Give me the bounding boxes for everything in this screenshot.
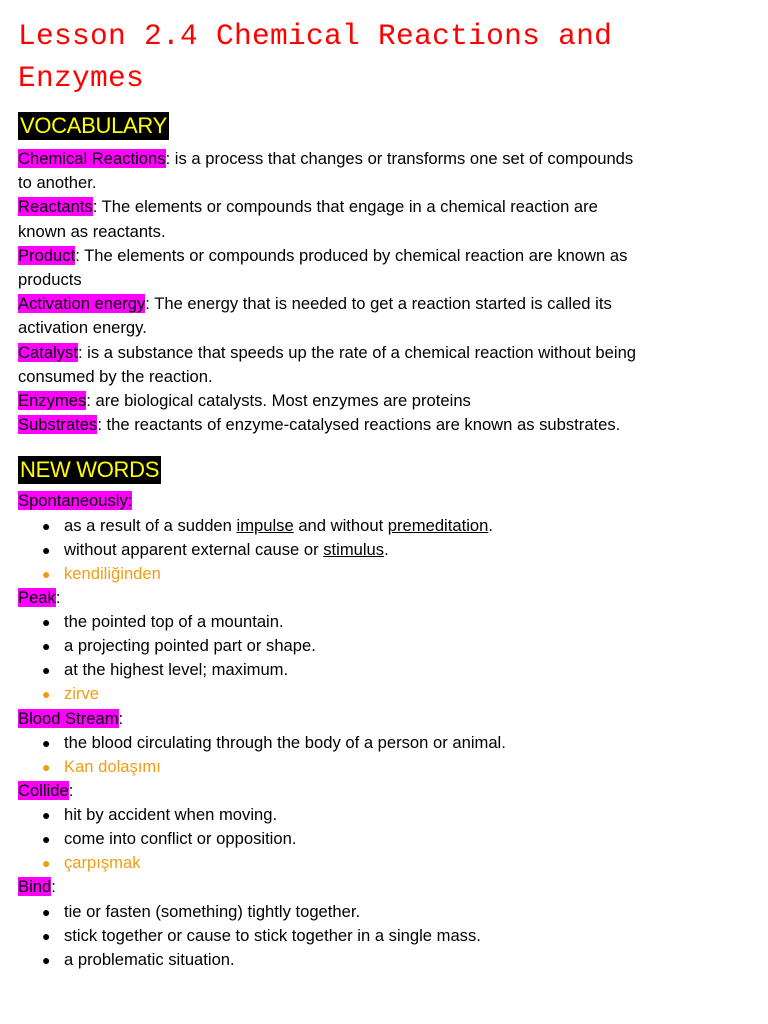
translation-item <box>18 682 748 706</box>
title-line-2: Enzymes <box>18 61 145 95</box>
underlined-word: premeditation <box>387 515 489 535</box>
bullet-icon: ● <box>42 638 51 655</box>
vocab-definition: : The energy that is needed to get a reaction started is called its <box>145 294 612 314</box>
vocab-entry <box>18 147 748 195</box>
bullet-icon: ● <box>42 734 51 751</box>
bullet-icon: ● <box>42 951 51 968</box>
vocab-entry <box>18 292 748 340</box>
vocab-term: Chemical Reactions <box>18 149 166 168</box>
vocabulary-list <box>18 147 748 437</box>
definition-list <box>18 900 748 972</box>
vocab-term: Catalyst <box>18 342 78 362</box>
definition-text: at the highest level; maximum. <box>64 660 289 680</box>
word-term: Peak <box>18 587 56 607</box>
definition-item <box>18 948 748 972</box>
definition-item <box>18 514 748 538</box>
definition-list <box>18 514 748 586</box>
definition-item <box>18 803 748 827</box>
vocab-entry <box>18 341 748 389</box>
definition-text: . <box>384 539 389 559</box>
bullet-icon: ● <box>42 758 51 775</box>
definition-text: and without <box>293 515 388 535</box>
definition-item <box>18 731 748 755</box>
vocab-term: Reactants <box>18 197 93 217</box>
bullet-icon: ● <box>42 517 51 534</box>
vocab-line <box>18 341 748 365</box>
bullet-icon: ● <box>42 565 51 582</box>
vocab-term: Product <box>18 245 76 265</box>
definition-text: hit by accident when moving. <box>64 805 278 825</box>
translation-item <box>18 851 748 875</box>
bullet-icon: ● <box>42 686 51 703</box>
bullet-icon: ● <box>42 855 51 872</box>
vocab-definition: : is a substance that speeds up the rate of a chemical reaction without being <box>77 342 637 362</box>
vocab-entry <box>18 195 748 243</box>
bullet-icon: ● <box>42 614 51 631</box>
vocab-term: Substrates <box>18 415 98 435</box>
definition-text: a projecting pointed part or shape. <box>64 636 316 656</box>
bullet-icon: ● <box>42 541 51 558</box>
underlined-word: impulse <box>236 515 294 535</box>
document-page <box>18 0 748 972</box>
bullet-icon: ● <box>42 927 51 944</box>
word-colon: : <box>55 587 61 607</box>
vocab-definition-continued: products <box>18 270 82 290</box>
vocab-line <box>18 292 748 316</box>
word-term: Collide <box>18 780 69 800</box>
definition-text: the pointed top of a mountain. <box>64 612 284 632</box>
vocab-definition-continued: activation energy. <box>18 318 147 338</box>
definition-text: without apparent external cause or <box>64 539 324 559</box>
definition-list <box>18 731 748 779</box>
word-colon: : <box>51 877 56 897</box>
word-heading <box>18 707 748 731</box>
definition-text: tie or fasten (something) tightly together. <box>64 901 361 921</box>
new-words-list <box>18 489 748 971</box>
definition-item <box>18 610 748 634</box>
vocab-line <box>18 195 748 219</box>
vocab-entry <box>18 413 748 437</box>
word-entry <box>18 707 748 779</box>
vocab-definition: : The elements or compounds that engage in a chemical reaction are <box>92 197 598 217</box>
translation-text: Kan dolaşımı <box>64 756 161 776</box>
definition-item <box>18 538 748 562</box>
definition-list <box>18 610 748 706</box>
definition-text: . <box>488 515 493 535</box>
definition-list <box>18 803 748 875</box>
definition-text: a problematic situation. <box>64 949 235 969</box>
definition-text: stick together or cause to stick together in a single mass. <box>64 925 481 945</box>
vocab-line <box>18 244 748 268</box>
vocab-line <box>18 147 748 171</box>
title-line-1: Lesson 2.4 Chemical Reactions and <box>18 19 613 53</box>
word-heading <box>18 779 748 803</box>
word-entry <box>18 875 748 971</box>
definition-text: as a result of a sudden <box>64 515 237 535</box>
page-title <box>18 15 748 99</box>
definition-item <box>18 900 748 924</box>
vocab-definition-continued: to another. <box>18 173 97 193</box>
word-heading <box>18 586 748 610</box>
definition-item <box>18 924 748 948</box>
vocab-entry <box>18 244 748 292</box>
definition-text: the blood circulating through the body of a person or animal. <box>64 732 506 752</box>
definition-item <box>18 658 748 682</box>
word-heading <box>18 489 748 513</box>
vocab-definition: : are biological catalysts. Most enzymes are proteins <box>86 391 471 411</box>
underlined-word: stimulus <box>323 539 385 559</box>
vocab-term: Enzymes <box>18 391 87 411</box>
vocab-entry <box>18 389 748 413</box>
translation-item <box>18 755 748 779</box>
word-term: Spontaneously: <box>18 491 133 511</box>
word-term: Bind <box>18 877 52 897</box>
vocab-term: Activation energy <box>18 294 146 314</box>
word-colon: : <box>68 780 74 800</box>
word-entry <box>18 779 748 875</box>
bullet-icon: ● <box>42 831 51 848</box>
word-colon: : <box>118 708 124 728</box>
vocab-definition-continued: known as reactants. <box>18 221 166 241</box>
bullet-icon: ● <box>42 662 51 679</box>
translation-text: kendiliğinden <box>64 563 161 583</box>
word-entry <box>18 489 748 585</box>
definition-item <box>18 634 748 658</box>
vocab-definition: : The elements or compounds produced by chemical reaction are known as <box>75 245 628 265</box>
translation-item <box>18 562 748 586</box>
definition-item <box>18 827 748 851</box>
vocab-line <box>18 389 748 413</box>
bullet-icon: ● <box>42 807 51 824</box>
translation-text: zirve <box>64 684 100 704</box>
bullet-icon: ● <box>42 903 51 920</box>
vocab-line <box>18 413 748 437</box>
word-entry <box>18 586 748 707</box>
definition-text: come into conflict or opposition. <box>64 829 297 849</box>
vocab-definition: : is a process that changes or transforms one set of compounds <box>165 149 634 168</box>
vocab-definition-continued: consumed by the reaction. <box>18 366 213 386</box>
vocab-definition: : the reactants of enzyme-catalysed reactions are known as substrates. <box>97 415 621 435</box>
word-heading <box>18 875 748 899</box>
new-words-heading: NEW WORDS <box>20 457 160 483</box>
word-term: Blood Stream <box>18 708 119 728</box>
translation-text: çarpışmak <box>64 853 141 873</box>
vocabulary-heading: VOCABULARY <box>20 113 167 138</box>
